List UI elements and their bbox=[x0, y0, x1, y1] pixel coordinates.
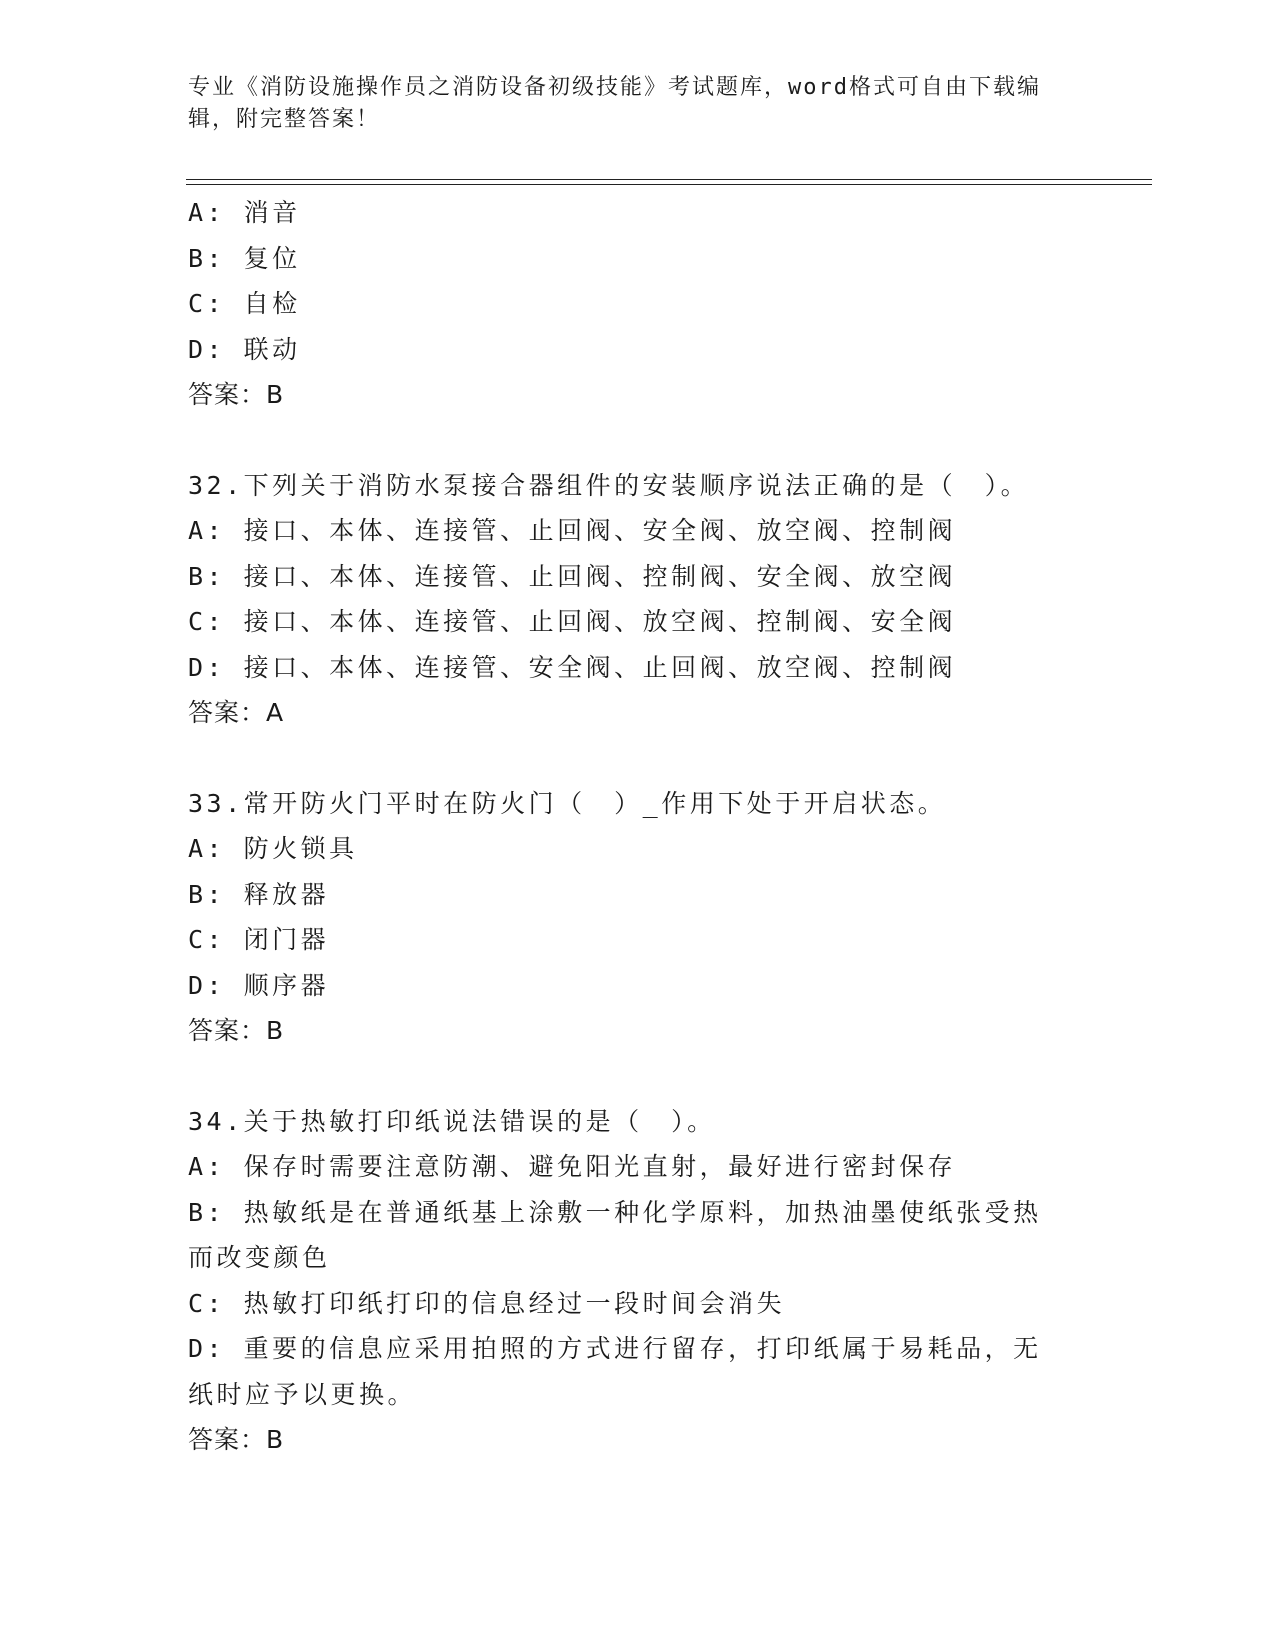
option-b: B: 释放器 bbox=[188, 879, 330, 909]
question-block-33 bbox=[188, 781, 1088, 1054]
option-d: D: 顺序器 bbox=[188, 970, 330, 1000]
answer-text: 答案：B bbox=[188, 380, 285, 409]
header-rule-top bbox=[186, 179, 1152, 180]
spacer bbox=[188, 736, 1088, 781]
option-c: C: 自检 bbox=[188, 289, 301, 318]
option-d: D: 重要的信息应采用拍照的方式进行留存，打印纸属于易耗品，无纸时应予以更换。 bbox=[188, 1334, 1042, 1409]
option-c: C: 热敏打印纸打印的信息经过一段时间会消失 bbox=[188, 1288, 786, 1318]
option-b: B: 热敏纸是在普通纸基上涂敷一种化学原料，加热油墨使纸张受热而改变颜色 bbox=[188, 1197, 1042, 1272]
option-a: A: 接口、本体、连接管、止回阀、安全阀、放空阀、控制阀 bbox=[188, 516, 957, 545]
answer-text: 答案：B bbox=[188, 1016, 285, 1045]
option-b: B: 复位 bbox=[188, 243, 301, 273]
option-b: B: 接口、本体、连接管、止回阀、控制阀、安全阀、放空阀 bbox=[188, 561, 957, 591]
document-header: 专业《消防设施操作员之消防设备初级技能》考试题库，word格式可自由下载编辑，附完整答案！ bbox=[188, 75, 1041, 132]
answer-text: 答案：B bbox=[188, 1425, 285, 1454]
question-text: 34.关于热敏打印纸说法错误的是（ ）。 bbox=[188, 1106, 716, 1136]
option-c: C: 闭门器 bbox=[188, 925, 330, 954]
question-block-34 bbox=[188, 1099, 1088, 1463]
header-rule-bottom bbox=[186, 184, 1152, 185]
spacer bbox=[188, 1054, 1088, 1099]
option-d: D: 联动 bbox=[188, 334, 301, 364]
question-block-31 bbox=[188, 190, 1088, 418]
question-text: 32.下列关于消防水泵接合器组件的安装顺序说法正确的是（ ）。 bbox=[188, 470, 1030, 500]
spacer bbox=[188, 418, 1088, 463]
question-text: 33.常开防火门平时在防火门（ ）_作用下处于开启状态。 bbox=[188, 788, 947, 818]
option-d: D: 接口、本体、连接管、安全阀、止回阀、放空阀、控制阀 bbox=[188, 652, 957, 682]
question-block-32 bbox=[188, 463, 1088, 736]
option-a: A: 防火锁具 bbox=[188, 834, 358, 863]
option-a: A: 保存时需要注意防潮、避免阳光直射，最好进行密封保存 bbox=[188, 1152, 957, 1181]
option-c: C: 接口、本体、连接管、止回阀、放空阀、控制阀、安全阀 bbox=[188, 607, 957, 636]
answer-text: 答案：A bbox=[188, 698, 285, 727]
question-content bbox=[188, 190, 1088, 1463]
option-a: A: 消音 bbox=[188, 198, 301, 227]
